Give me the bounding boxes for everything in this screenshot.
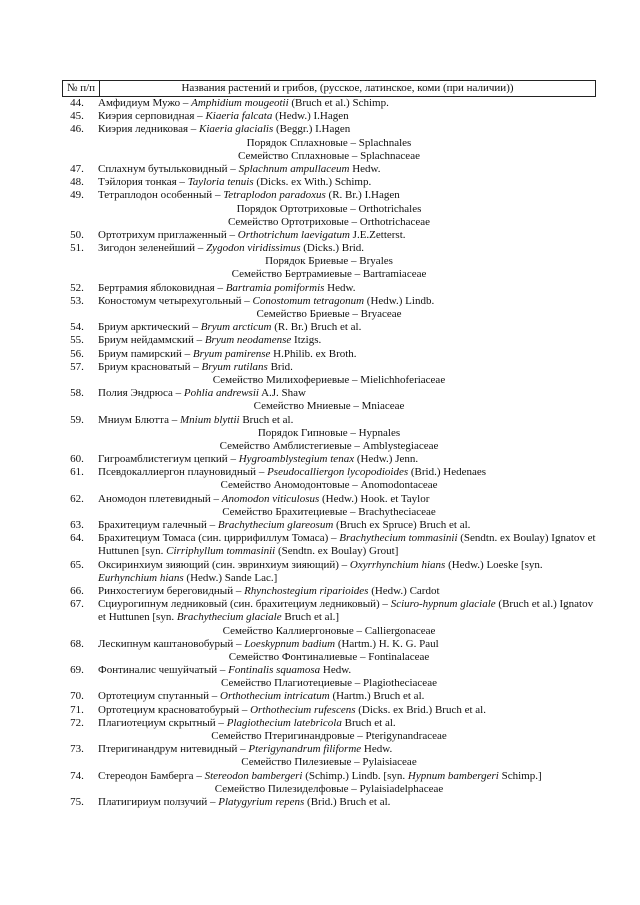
latin-name: Bartramia pomiformis: [225, 281, 325, 294]
name-text: Hedw.: [361, 743, 393, 756]
name-text: Зигодон зеленейший –: [98, 242, 207, 255]
row-number: 75.: [70, 795, 84, 808]
table-row: [62, 770, 596, 783]
species-name: [92, 598, 596, 624]
latin-name: Brachythecium glareosum: [217, 519, 334, 531]
name-text: Hedw.: [324, 281, 356, 294]
name-text: Сциурогипнум ледниковый (син. брахитециум ледниковый) –: [98, 598, 391, 611]
table-row: [62, 387, 596, 400]
name-text: Brid.: [267, 360, 293, 373]
taxon-heading: [62, 374, 596, 387]
row-number: 69.: [70, 664, 84, 677]
name-text: (Hedw.) Cardot: [368, 584, 440, 597]
table-row: [62, 361, 596, 374]
taxon-heading-text: Семейство Брахитециевые – Brachytheciaceae: [222, 505, 436, 518]
latin-name: Bryum neodamense: [204, 334, 292, 347]
species-name: [92, 321, 596, 334]
name-text: (Hartm.) H. K. G. Paul: [335, 637, 439, 650]
taxon-heading-text: Семейство Фонтиналиевые – Fontinalaceae: [228, 650, 430, 663]
name-text: (Bruch et al.) Schimp.: [288, 97, 389, 109]
column-header-names: Названия растений и грибов, (русское, латинское, коми (при наличии)): [100, 81, 596, 97]
table-row: [62, 519, 596, 532]
taxon-heading-text: Семейство Каллиергоновые – Calliergonaceae: [222, 624, 436, 637]
row-number: 63.: [70, 519, 84, 531]
name-text: Ортотрихум приглаженный –: [98, 228, 238, 241]
name-text: (Sendtn. ex Boulay) Grout]: [275, 545, 399, 558]
latin-name: Splachnum ampullaceum: [238, 162, 350, 175]
species-name: [92, 334, 596, 347]
name-text: J.E.Zetterst.: [349, 228, 406, 241]
name-text: Киэрия ледниковая –: [98, 123, 200, 136]
species-name: [92, 453, 596, 466]
latin-name: Bryum arcticum: [200, 321, 272, 334]
name-text: Бриум арктический –: [98, 321, 201, 334]
table-row: [62, 493, 596, 506]
table-row: [62, 585, 596, 598]
row-number: 66.: [70, 584, 84, 597]
name-text: Hedw.: [349, 162, 381, 175]
taxon-heading-text: Порядок Бриевые – Bryales: [265, 255, 393, 268]
latin-name: Pseudocalliergon lycopodioides: [267, 466, 409, 479]
name-text: Ринхостегиум береговидный –: [98, 584, 245, 597]
name-text: Бертрамия яблоковидная –: [98, 281, 226, 294]
name-text: Bruch et al.]: [281, 611, 340, 624]
name-text: Брахитециум Томаса (син. циррифиллум Томаса) –: [98, 532, 340, 545]
taxon-heading-text: Семейство Плагиотециевые – Plagiotheciaceae: [221, 677, 437, 690]
species-name: [92, 717, 596, 730]
table-row: [62, 295, 596, 308]
latin-name: Anomodon viticulosus: [221, 492, 320, 505]
latin-name: Hypnum bambergeri: [407, 769, 499, 782]
latin-name: Bryum pamirense: [192, 347, 271, 360]
row-number: 47.: [70, 162, 84, 175]
table-row: [62, 97, 596, 110]
latin-name: Oxyrrhynchium hians: [349, 558, 446, 571]
row-number: 70.: [70, 690, 84, 703]
name-text: (Hartm.) Bruch et al.: [329, 690, 425, 703]
taxon-heading-text: Семейство Амблистегиевые – Amblystegiaceae: [219, 439, 439, 452]
table-row: [62, 690, 596, 703]
row-number: 68.: [70, 637, 84, 650]
latin-name: Brachythecium glaciale: [176, 611, 282, 624]
name-text: (Hedw.) Sande Lac.]: [183, 571, 278, 584]
row-number: 57.: [70, 360, 84, 373]
table-row: [62, 321, 596, 334]
latin-name: Kiaeria falcata: [205, 110, 273, 123]
species-name: [92, 638, 596, 651]
row-number: 62.: [70, 492, 84, 505]
species-name: [92, 796, 596, 809]
table-row: [62, 664, 596, 677]
species-name: [92, 704, 596, 717]
name-text: (Brid.) Bruch et al.: [304, 795, 391, 808]
table-row: [62, 453, 596, 466]
name-text: Тетраплодон особенный –: [98, 189, 224, 202]
latin-name: Zygodon viridissimus: [206, 242, 301, 255]
latin-name: Pterigynandrum filiforme: [248, 743, 362, 756]
latin-name: Amphidium mougeotii: [191, 97, 289, 109]
latin-name: Orthothecium intricatum: [220, 690, 330, 703]
taxon-heading: [62, 730, 596, 743]
name-text: (Dicks.) Brid.: [300, 242, 365, 255]
table-row: [62, 176, 596, 189]
table-row: [62, 123, 596, 136]
name-text: Плагиотециум скрытный –: [98, 716, 227, 729]
table-row: [62, 559, 596, 585]
taxon-heading-text: Порядок Гипновые – Hypnales: [257, 426, 401, 439]
table-row: [62, 414, 596, 427]
name-text: (Hedw.) I.Hagen: [272, 110, 349, 123]
taxon-heading: [62, 651, 596, 664]
table-row: [62, 282, 596, 295]
table-header: [62, 80, 596, 97]
name-text: Itzigs.: [291, 334, 322, 347]
species-name: [92, 189, 596, 202]
taxon-heading: [62, 268, 596, 281]
table-row: [62, 110, 596, 123]
name-text: Стереодон Бамберга –: [98, 769, 205, 782]
species-name: [92, 770, 596, 783]
species-name: [92, 163, 596, 176]
taxon-heading: [62, 479, 596, 492]
table-row: [62, 638, 596, 651]
species-name: [92, 387, 596, 400]
taxon-heading-text: Семейство Сплахновые – Splachnaceae: [238, 149, 420, 162]
row-number: 60.: [70, 453, 84, 466]
taxon-heading: [62, 506, 596, 519]
latin-name: Bryum rutilans: [201, 360, 268, 373]
name-text: Оксиринхиум зияющий (син. эвринхиум зияющий) –: [98, 558, 350, 571]
name-text: (Dicks. ex Brid.) Bruch et al.: [355, 703, 486, 716]
table-row: [62, 704, 596, 717]
taxon-heading-text: Порядок Сплахновые – Splachnales: [246, 136, 412, 149]
name-text: (Brid.) Hedenaes: [408, 466, 487, 479]
species-name: [92, 743, 596, 756]
latin-name: Kiaeria glacialis: [199, 123, 274, 136]
taxon-heading: [62, 150, 596, 163]
name-text: (R. Br.) I.Hagen: [325, 189, 400, 202]
name-text: Аномодон плетевидный –: [98, 492, 222, 505]
name-text: (Schimp.) Lindb. [syn.: [302, 769, 408, 782]
latin-name: Rhynchostegium riparioides: [244, 584, 369, 597]
latin-name: Platygyrium repens: [218, 795, 305, 808]
species-name: [92, 690, 596, 703]
column-header-number: № п/п: [63, 81, 100, 97]
species-name: [92, 123, 596, 136]
name-text: Бриум нейдаммский –: [98, 334, 205, 347]
species-name: [92, 97, 596, 110]
name-text: Лескипнум каштановобурый –: [98, 637, 245, 650]
row-number: 51.: [70, 242, 84, 255]
row-number: 49.: [70, 189, 84, 202]
name-text: (Bruch et al.) Ignatov et Huttunen [syn.: [98, 598, 594, 624]
taxon-heading-text: Семейство Ортотриховые – Orthotrichaceae: [227, 215, 431, 228]
row-number: 53.: [70, 294, 84, 307]
name-text: Псевдокаллиергон плауновидный –: [98, 466, 268, 479]
table-row: [62, 717, 596, 730]
taxon-heading: [62, 427, 596, 440]
taxon-heading: [62, 203, 596, 216]
table-row: [62, 743, 596, 756]
latin-name: Mnium blyttii: [179, 413, 240, 426]
taxon-heading: [62, 677, 596, 690]
latin-name: Orthotrichum laevigatum: [237, 228, 350, 241]
latin-name: Brachythecium tommasinii: [339, 532, 458, 545]
species-name: [92, 466, 596, 479]
name-text: Мниум Блютта –: [98, 413, 180, 426]
name-text: Брахитециум галечный –: [98, 519, 218, 531]
latin-name: Sciuro-hypnum glaciale: [390, 598, 496, 611]
species-name: [92, 110, 596, 123]
table-row: [62, 348, 596, 361]
name-text: Бриум красноватый –: [98, 360, 202, 373]
species-name: [92, 348, 596, 361]
taxon-heading-text: Семейство Бриевые – Bryaceae: [256, 308, 402, 320]
taxon-heading-text: Семейство Пилезиевые – Pylaisiaceae: [241, 756, 417, 769]
row-number: 74.: [70, 769, 84, 782]
table-row: [62, 532, 596, 558]
latin-name: Cirriphyllum tommasinii: [166, 545, 276, 558]
table-row: [62, 163, 596, 176]
row-number: 61.: [70, 466, 84, 479]
name-text: Bruch et al.: [239, 413, 294, 426]
latin-name: Conostomum tetragonum: [252, 294, 365, 307]
name-text: (Dicks. ex With.) Schimp.: [253, 176, 372, 189]
name-text: Сплахнум бутыльковидный –: [98, 162, 239, 175]
name-text: Киэрия серповидная –: [98, 110, 206, 123]
row-number: 55.: [70, 334, 84, 347]
latin-name: Loeskypnum badium: [244, 637, 336, 650]
table-row: [62, 466, 596, 479]
taxon-heading-text: Порядок Ортотриховые – Orthotrichales: [236, 202, 422, 215]
name-text: Фонтиналис чешуйчатый –: [98, 664, 229, 677]
table-row: [62, 796, 596, 809]
row-number: 56.: [70, 347, 84, 360]
species-name: [92, 664, 596, 677]
row-number: 73.: [70, 743, 84, 756]
row-number: 44.: [70, 97, 84, 109]
species-name: [92, 519, 596, 532]
taxon-heading-text: Семейство Пилезиделфовые – Pylaisiadelphaceae: [214, 782, 444, 795]
name-text: (R. Br.) Bruch et al.: [271, 321, 362, 334]
row-number: 48.: [70, 176, 84, 189]
taxon-heading: [62, 216, 596, 229]
name-text: H.Philib. ex Broth.: [270, 347, 357, 360]
name-text: Ортотециум спутанный –: [98, 690, 220, 703]
row-number: 65.: [70, 558, 84, 571]
latin-name: Eurhynchium hians: [98, 571, 184, 584]
species-list: [62, 97, 596, 809]
row-number: 59.: [70, 413, 84, 426]
name-text: Бриум памирский –: [98, 347, 193, 360]
taxon-heading-text: Семейство Милихофериевые – Mielichhoferiaceae: [212, 373, 446, 386]
name-text: (Sendtn. ex Boulay) Ignatov et Huttunen [syn.: [98, 532, 596, 558]
row-number: 58.: [70, 387, 84, 400]
table-row: [62, 334, 596, 347]
taxon-heading: [62, 625, 596, 638]
name-text: Schimp.]: [498, 769, 542, 782]
table-row: [62, 242, 596, 255]
name-text: (Bruch ex Spruce) Bruch et al.: [333, 519, 471, 531]
taxon-heading: [62, 400, 596, 413]
latin-name: Plagiothecium latebricola: [226, 716, 342, 729]
name-text: A.J. Shaw: [258, 387, 306, 400]
latin-name: Stereodon bambergeri: [204, 769, 303, 782]
species-name: [92, 493, 596, 506]
name-text: (Hedw.) Lindb.: [364, 294, 435, 307]
taxon-heading: [62, 756, 596, 769]
row-number: 45.: [70, 110, 84, 123]
name-text: Ортотециум красноватобурый –: [98, 703, 251, 716]
latin-name: Fontinalis squamosa: [228, 664, 321, 677]
species-name: [92, 414, 596, 427]
row-number: 46.: [70, 123, 84, 136]
name-text: Полия Эндрюса –: [98, 387, 184, 400]
taxon-heading: [62, 440, 596, 453]
species-name: [92, 242, 596, 255]
species-name: [92, 229, 596, 242]
latin-name: Tetraplodon paradoxus: [223, 189, 326, 202]
latin-name: Pohlia andrewsii: [183, 387, 259, 400]
species-name: [92, 282, 596, 295]
name-text: (Hedw.) Hook. et Taylor: [319, 492, 430, 505]
row-number: 54.: [70, 321, 84, 334]
name-text: Hedw.: [320, 664, 352, 677]
species-name: [92, 361, 596, 374]
species-name: [92, 295, 596, 308]
latin-name: Hygroamblystegium tenax: [238, 453, 355, 466]
document-page: [62, 80, 596, 809]
name-text: Тэйлория тонкая –: [98, 176, 188, 189]
name-text: (Beggr.) I.Hagen: [273, 123, 351, 136]
row-number: 72.: [70, 716, 84, 729]
name-text: Коностомум четырехугольный –: [98, 294, 253, 307]
taxon-heading-text: Семейство Бертрамиевые – Bartramiaceae: [231, 268, 427, 281]
name-text: (Hedw.) Jenn.: [354, 453, 419, 466]
taxon-heading-text: Семейство Аномодонтовые – Anomodontaceae: [220, 479, 438, 492]
name-text: Bruch et al.: [341, 716, 396, 729]
name-text: (Hedw.) Loeske [syn.: [445, 558, 543, 571]
taxon-heading: [62, 137, 596, 150]
name-text: Платигириум ползучий –: [98, 795, 219, 808]
name-text: Амфидиум Мужо –: [98, 97, 192, 109]
species-name: [92, 559, 596, 585]
table-row: [62, 598, 596, 624]
taxon-heading-text: Семейство Птеригинандровые – Pterigynandraceae: [211, 730, 447, 742]
species-name: [92, 532, 596, 558]
species-name: [92, 176, 596, 189]
taxon-heading: [62, 308, 596, 321]
row-number: 67.: [70, 598, 84, 611]
taxon-heading: [62, 783, 596, 796]
name-text: Птеригинандрум нитевидный –: [98, 743, 249, 756]
taxon-heading: [62, 255, 596, 268]
row-number: 71.: [70, 703, 84, 716]
taxon-heading-text: Семейство Мниевые – Mniaceae: [253, 400, 405, 413]
name-text: Гигроамблистегиум цепкий –: [98, 453, 239, 466]
latin-name: Tayloria tenuis: [187, 176, 254, 189]
row-number: 64.: [70, 532, 84, 545]
row-number: 50.: [70, 228, 84, 241]
latin-name: Orthothecium rufescens: [250, 703, 356, 716]
table-row: [62, 229, 596, 242]
table-row: [62, 189, 596, 202]
species-name: [92, 585, 596, 598]
row-number: 52.: [70, 281, 84, 294]
